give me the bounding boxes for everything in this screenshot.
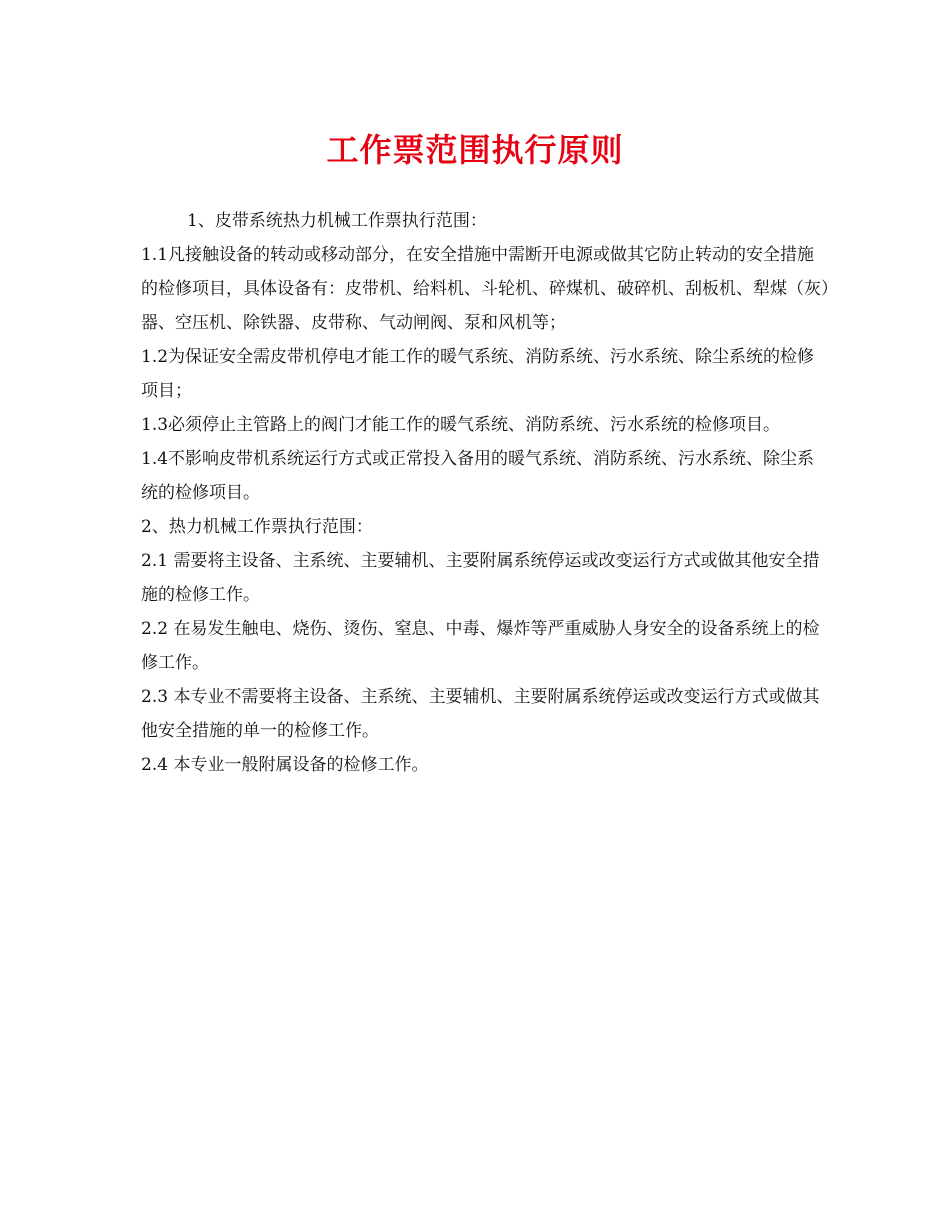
paragraph-2-1: 2.1 需要将主设备、主系统、主要辅机、主要附属系统停运或改变运行方式或做其他安全措施的检修工作。 — [141, 551, 820, 605]
paragraph-section-2-heading: 2、热力机械工作票执行范围： — [141, 517, 373, 537]
paragraph-2-4: 2.4 本专业一般附属设备的检修工作。 — [141, 755, 429, 775]
paragraph-1-4: 1.4不影响皮带机系统运行方式或正常投入备用的暖气系统、消防系统、污水系统、除尘系统的检修项目。 — [141, 449, 815, 503]
paragraph-1-2: 1.2为保证安全需皮带机停电才能工作的暖气系统、消防系统、污水系统、除尘系统的检修项目； — [141, 347, 815, 401]
paragraph-1-1: 1.1凡接触设备的转动或移动部分，在安全措施中需断开电源或做其它防止转动的安全措施的检修项目，具体设备有：皮带机、给料机、斗轮机、碎煤机、破碎机、刮板机、犁煤（灰）器、空压机、除铁器、皮带称、气动闸阀、泵和风机等； — [141, 245, 830, 333]
document-body — [141, 204, 831, 782]
paragraph-2-2: 2.2 在易发生触电、烧伤、烫伤、窒息、中毒、爆炸等严重威胁人身安全的设备系统上的检修工作。 — [141, 619, 820, 673]
document-title: 工作票范围执行原则 — [326, 131, 624, 169]
paragraph-1-3: 1.3必须停止主管路上的阀门才能工作的暖气系统、消防系统、污水系统的检修项目。 — [141, 415, 781, 435]
paragraph-section-1-heading: 1、皮带系统热力机械工作票执行范围： — [187, 211, 487, 231]
paragraph-2-3: 2.3 本专业不需要将主设备、主系统、主要辅机、主要附属系统停运或改变运行方式或做其他安全措施的单一的检修工作。 — [141, 687, 820, 741]
